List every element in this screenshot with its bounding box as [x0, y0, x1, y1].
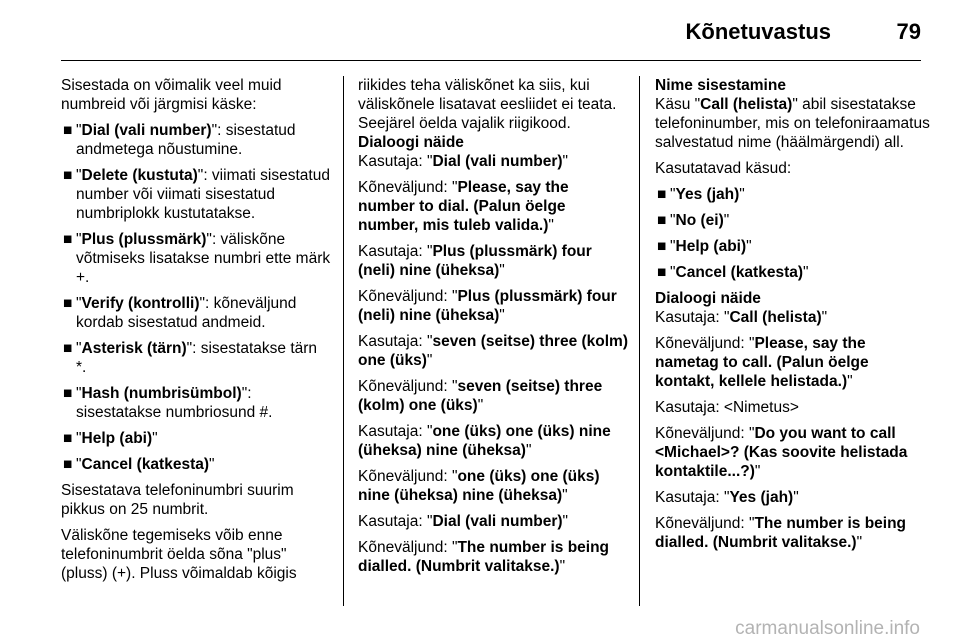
paragraph: Väliskõne tegemiseks võib enne telefoninumbrit öelda sõna "plus" (pluss) (+). Pluss võimaldab kõigis: [61, 527, 297, 582]
column-divider: [343, 76, 344, 606]
command-text: No (ei): [675, 212, 724, 229]
dialog-line: Kasutaja: "Yes (jah)": [655, 489, 799, 506]
watermark: carmanualsonline.info: [735, 618, 920, 639]
speaker-label: Kõneväljund:: [358, 468, 452, 485]
column-1: [61, 76, 331, 590]
dialog-line: Kõneväljund: "seven (seitse) three (kolm) one (üks)": [358, 378, 603, 414]
speech-text: Dial (vali number): [432, 513, 563, 530]
command-text: Plus (plussmärk): [81, 231, 207, 248]
bullet-icon: ■: [63, 385, 73, 402]
command-list-item: ■ "Hash (numbrisümbol)": sisestatakse numbriosund #.: [63, 385, 273, 421]
dialog-line: Kõneväljund: "Do you want to call <Michael>? (Kas soovite helistada kontaktile...?)": [655, 425, 908, 480]
command-description: : sisestatud andmetega nõustumine.: [76, 122, 296, 158]
section-heading: Nime sisestamine: [655, 77, 786, 94]
command-list-item: ■ "Plus (plussmärk)": väliskõne võtmiseks lisatakse numbri ette märk +.: [63, 231, 331, 286]
command-text: Yes (jah): [675, 186, 740, 203]
column-divider: [639, 76, 640, 606]
bullet-icon: ■: [63, 167, 73, 184]
dialog-line: Kasutaja: "Plus (plussmärk) four (neli) nine (üheksa)": [358, 243, 592, 279]
dialog-line: Kasutaja: <Nimetus>: [655, 399, 799, 416]
command-list: [655, 185, 930, 282]
command-list-item: ■ "Verify (kontrolli)": kõneväljund kordab sisestatud andmeid.: [63, 295, 297, 331]
section-title: Kõnetuvastus: [685, 19, 831, 44]
command-text: Call (helista): [700, 96, 793, 113]
speech-text: seven (seitse) three (kolm) one (üks): [358, 333, 628, 369]
command-list-item: ■ "Help (abi)": [63, 430, 158, 447]
command-text: Hash (numbrisümbol): [81, 385, 242, 402]
dialog-line: Kasutaja: "Dial (vali number)": [358, 513, 569, 530]
page-number: 79: [896, 19, 921, 44]
bullet-icon: ■: [657, 264, 667, 281]
speech-text: one (üks) one (üks) nine (üheksa) nine (üheksa): [358, 468, 600, 504]
dialog-line: Kõneväljund: "one (üks) one (üks) nine (üheksa) nine (üheksa)": [358, 468, 600, 504]
speaker-label: Kasutaja:: [358, 513, 427, 530]
command-list-item: ■ "Dial (vali number)": sisestatud andmetega nõustumine.: [63, 122, 296, 158]
bullet-icon: ■: [657, 238, 667, 255]
speech-text: Please, say the number to dial. (Palun öelge number, mis tuleb valida.): [358, 179, 569, 234]
command-text: Help (abi): [81, 430, 153, 447]
command-text: Dial (vali number): [81, 122, 212, 139]
section-heading: Dialoogi näide: [655, 290, 761, 307]
dialog-line: Kõneväljund: "Please, say the number to dial. (Palun öelge number, mis tuleb valida.)": [358, 179, 569, 234]
speech-text: Plus (plussmärk) four (neli) nine (üheksa): [358, 288, 617, 324]
speaker-label: Kõneväljund:: [358, 378, 452, 395]
command-text: Asterisk (tärn): [81, 340, 187, 357]
speaker-label: Kasutaja:: [358, 333, 427, 350]
command-list-item: ■ "Yes (jah)": [657, 186, 745, 203]
dialog-line: Kõneväljund: "The number is being dialled. (Numbrit valitakse.)": [358, 539, 610, 575]
command-text: Verify (kontrolli): [81, 295, 200, 312]
command-list: [61, 121, 331, 474]
command-description: : sisestatakse tärn *.: [76, 340, 318, 376]
speaker-label: Kasutaja:: [358, 243, 427, 260]
command-text: Cancel (katkesta): [81, 456, 210, 473]
dialog-line: Kasutaja: "Dial (vali number)": [358, 153, 569, 170]
command-text: Cancel (katkesta): [675, 264, 804, 281]
command-list-item: ■ "Cancel (katkesta)": [657, 264, 809, 281]
command-list-item: ■ "Help (abi)": [657, 238, 752, 255]
speech-text: Plus (plussmärk) four (neli) nine (üheksa): [358, 243, 592, 279]
speech-text: The number is being dialled. (Numbrit valitakse.): [358, 539, 610, 575]
intro-text: Sisestada on võimalik veel muid numbreid või järgmisi käske:: [61, 77, 282, 113]
bullet-icon: ■: [657, 212, 667, 229]
speech-text: Dial (vali number): [432, 153, 563, 170]
bullet-icon: ■: [63, 340, 73, 357]
bullet-icon: ■: [63, 295, 73, 312]
speaker-label: Kasutaja:: [358, 423, 427, 440]
commands-label: Kasutatavad käsud:: [655, 160, 792, 177]
command-description: : kõneväljund kordab sisestatud andmeid.: [76, 295, 297, 331]
speaker-label: Kõneväljund:: [358, 288, 452, 305]
paragraph: Sisestatava telefoninumbri suurim pikkus on 25 numbrit.: [61, 482, 294, 518]
dialog-line: Kõneväljund: "The number is being dialled. (Numbrit valitakse.)": [655, 515, 907, 551]
bullet-icon: ■: [63, 456, 73, 473]
speech-text: seven (seitse) three (kolm) one (üks): [358, 378, 603, 414]
command-description: : viimati sisestatud number või viimati sisestatud numbriplokk kustutatakse.: [76, 167, 330, 222]
speaker-label: Kõneväljund:: [358, 539, 452, 556]
paragraph: riikides teha väliskõnet ka siis, kui väliskõnele lisatavat eesliidet ei teata. Seejärel öelda vajalik riigikood.: [358, 77, 617, 132]
column-3: [655, 76, 930, 559]
command-description: : sisestatakse numbriosund #.: [76, 385, 273, 421]
command-list-item: ■ "Delete (kustuta)": viimati sisestatud number või viimati sisestatud numbriplokk kustutatakse.: [63, 167, 330, 222]
speech-text: one (üks) one (üks) nine (üheksa) nine (üheksa): [358, 423, 611, 459]
dialog-line: Kõneväljund: "Plus (plussmärk) four (neli) nine (üheksa)": [358, 288, 617, 324]
bullet-icon: ■: [657, 186, 667, 203]
dialog-line: Kasutaja: "one (üks) one (üks) nine (üheksa) nine (üheksa)": [358, 423, 611, 459]
dialog-line: Kasutaja: "Call (helista)": [655, 309, 828, 326]
dialog-line: Kõneväljund: "Please, say the nametag to call. (Palun öelge kontakt, kellele helistada.)": [655, 335, 869, 390]
command-description: : väliskõne võtmiseks lisatakse numbri ette märk +.: [76, 231, 331, 286]
dialog-line: Kasutaja: "seven (seitse) three (kolm) one (üks)": [358, 333, 628, 369]
speaker-label: Kasutaja:: [358, 153, 427, 170]
command-list-item: ■ "Asterisk (tärn)": sisestatakse tärn *.: [63, 340, 318, 376]
command-list-item: ■ "No (ei)": [657, 212, 730, 229]
column-2: [358, 76, 628, 583]
section-heading: Dialoogi näide: [358, 134, 464, 151]
bullet-icon: ■: [63, 231, 73, 248]
command-list-item: ■ "Cancel (katkesta)": [63, 456, 215, 473]
intro-text: Käsu "Call (helista)" abil sisestatakse telefoninumber, mis on telefoniraamatus salvestatud nime (häälmärgendi) all.: [655, 96, 930, 151]
dialog-example: [358, 152, 628, 576]
command-text: Delete (kustuta): [81, 167, 198, 184]
command-text: Help (abi): [675, 238, 747, 255]
bullet-icon: ■: [63, 122, 73, 139]
page-header: [61, 14, 921, 61]
bullet-icon: ■: [63, 430, 73, 447]
speaker-label: Kõneväljund:: [358, 179, 452, 196]
